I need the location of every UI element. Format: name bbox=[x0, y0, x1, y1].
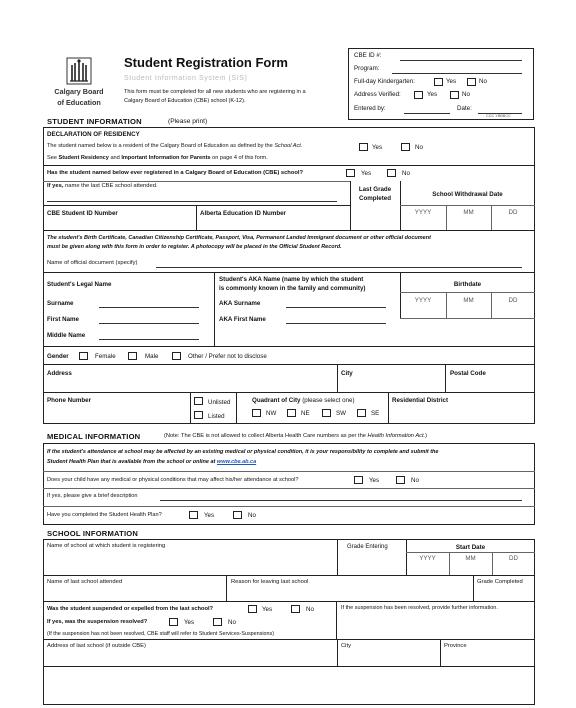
medical-heading-note: (Note: The CBE is not allowed to collect Alberta Health Care numbers as per the Health Information Act.) bbox=[164, 433, 428, 439]
prev-registered-no-label: No bbox=[402, 170, 410, 177]
birthdate-yyyy-label: YYYY bbox=[414, 297, 432, 304]
residency-no-label: No bbox=[415, 144, 423, 151]
suspended-yes-checkbox[interactable] bbox=[248, 605, 257, 613]
medical-condition-no-label: No bbox=[411, 477, 419, 484]
org-name-line1: Calgary Board bbox=[54, 87, 104, 96]
birthdate-label: Birthdate bbox=[453, 281, 482, 288]
residency-see-text: See Student Residency and Important Information for Parents on page 4 of this form. bbox=[47, 155, 268, 161]
resolved-yes-checkbox[interactable] bbox=[169, 618, 178, 626]
cbe-logo-icon bbox=[52, 57, 106, 87]
residency-yes-label: Yes bbox=[372, 144, 383, 151]
aka-first-name-label: AKA First Name bbox=[219, 316, 266, 323]
middle-name-field[interactable] bbox=[99, 339, 199, 340]
quadrant-se-checkbox[interactable] bbox=[357, 409, 366, 417]
gender-other-label: Other / Prefer not to disclose bbox=[188, 353, 267, 360]
kindergarten-yes-label: Yes bbox=[446, 78, 457, 85]
suspended-no-checkbox[interactable] bbox=[291, 605, 300, 613]
cbe-logo bbox=[52, 57, 106, 109]
kindergarten-no-label: No bbox=[479, 78, 487, 85]
last-school-address-label: Address of last school (if outside CBE) bbox=[47, 643, 146, 649]
phone-label: Phone Number bbox=[47, 397, 92, 404]
cbe-website-link[interactable]: www.cbe.ab.ca bbox=[216, 459, 257, 465]
aka-name-label-2: is commonly known in the family and community) bbox=[219, 285, 366, 292]
quadrant-ne-label: NE bbox=[301, 410, 310, 417]
medical-description-label: If yes, please give a brief description bbox=[47, 493, 138, 499]
start-date-label: Start Date bbox=[455, 544, 486, 551]
resolved-no-label: No bbox=[228, 619, 236, 626]
phone-listed-label: Listed bbox=[208, 413, 225, 420]
reason-leaving-label: Reason for leaving last school bbox=[231, 579, 309, 585]
resolved-yes-label: Yes bbox=[184, 619, 195, 626]
health-plan-yes-checkbox[interactable] bbox=[189, 511, 198, 519]
form-note-1: This form must be completed for all new students who are registering in a bbox=[124, 89, 306, 95]
suspended-yes-label: Yes bbox=[262, 606, 273, 613]
birth-cert-note-1: The student's Birth Certificate, Canadian Citizenship Certificate, Passport, Visa, Permanent Landed Immigrant document or other official document bbox=[47, 235, 431, 241]
medical-warning-2: Student Health Plan that is available from the school or online at www.cbe.ab.ca bbox=[47, 459, 257, 465]
health-plan-no-checkbox[interactable] bbox=[233, 511, 242, 519]
quadrant-sw-label: SW bbox=[336, 410, 346, 417]
aka-first-name-field[interactable] bbox=[286, 323, 386, 324]
quadrant-ne-checkbox[interactable] bbox=[287, 409, 296, 417]
address-verified-no-checkbox[interactable] bbox=[450, 91, 459, 99]
birth-cert-note-2: must be given along with this form in order to register. A photocopy will be placed in the Official Student Record. bbox=[47, 244, 342, 250]
date-label: Date: bbox=[457, 105, 472, 112]
residential-district-label: Residential District bbox=[392, 397, 449, 404]
student-info-note: (Please print) bbox=[168, 118, 208, 125]
form-subtitle: Student Information System (SIS) bbox=[124, 75, 248, 82]
gender-female-checkbox[interactable] bbox=[79, 352, 88, 360]
surname-label: Surname bbox=[47, 300, 74, 307]
medical-warning-1: If the student's attendance at school may be affected by an existing medical or physical condition, it is your responsibility to complete and submit the bbox=[47, 449, 439, 455]
address-verified-no-label: No bbox=[462, 91, 470, 98]
last-grade-label-1: Last Grade bbox=[358, 186, 392, 193]
first-name-field[interactable] bbox=[99, 323, 199, 324]
prev-registered-no-checkbox[interactable] bbox=[387, 169, 396, 177]
program-label: Program: bbox=[354, 65, 380, 72]
entered-by-field[interactable] bbox=[404, 113, 450, 114]
cbe-id-field[interactable] bbox=[400, 60, 522, 61]
kindergarten-label: Full-day Kindergarten: bbox=[354, 78, 415, 85]
residency-no-checkbox[interactable] bbox=[401, 143, 410, 151]
start-yyyy-label: YYYY bbox=[419, 555, 436, 562]
medical-condition-question: Does your child have any medical or physical conditions that may affect his/her attendance at school? bbox=[47, 477, 299, 483]
address-verified-label: Address Verified: bbox=[354, 91, 401, 98]
aka-name-label-1: Student's AKA Name (name by which the student bbox=[219, 276, 364, 283]
quadrant-se-label: SE bbox=[371, 410, 380, 417]
middle-name-label: Middle Name bbox=[47, 332, 86, 339]
quadrant-nw-label: NW bbox=[266, 410, 277, 417]
birthdate-mm-label: MM bbox=[463, 297, 474, 304]
health-plan-question: Have you completed the Student Health Plan? bbox=[47, 512, 162, 518]
not-resolved-note: (If the suspension has not been resolved, CBE staff will refer to Student Services-Suspensions) bbox=[47, 631, 275, 637]
phone-unlisted-checkbox[interactable] bbox=[194, 397, 203, 405]
last-cbe-school-field[interactable] bbox=[47, 201, 337, 202]
phone-unlisted-label: Unlisted bbox=[208, 399, 231, 406]
birthdate-dd-label: DD bbox=[508, 297, 518, 304]
surname-field[interactable] bbox=[99, 307, 199, 308]
quadrant-sw-checkbox[interactable] bbox=[322, 409, 331, 417]
aka-surname-label: AKA Surname bbox=[219, 300, 261, 307]
alberta-ed-id-label: Alberta Education ID Number bbox=[200, 210, 286, 217]
gender-other-checkbox[interactable] bbox=[172, 352, 181, 360]
gender-label: Gender bbox=[47, 353, 69, 360]
residency-yes-checkbox[interactable] bbox=[359, 143, 368, 151]
suspension-resolved-info-label: If the suspension has been resolved, provide further information. bbox=[341, 605, 498, 611]
withdrawal-date-label: School Withdrawal Date bbox=[432, 191, 503, 198]
medical-condition-yes-label: Yes bbox=[369, 477, 380, 484]
start-mm-label: MM bbox=[465, 555, 476, 562]
address-verified-yes-label: Yes bbox=[427, 91, 438, 98]
org-name-line2: of Education bbox=[57, 98, 101, 107]
medical-condition-no-checkbox[interactable] bbox=[396, 476, 405, 484]
address-label: Address bbox=[47, 370, 72, 377]
cbe-id-label: CBE ID #: bbox=[354, 52, 382, 59]
quadrant-label: Quadrant of City (please select one) bbox=[252, 397, 355, 404]
gender-female-label: Female bbox=[95, 353, 116, 360]
medical-condition-yes-checkbox[interactable] bbox=[354, 476, 363, 484]
legal-name-label: Student's Legal Name bbox=[47, 281, 112, 288]
last-school-province-label: Province bbox=[444, 643, 467, 649]
registering-school-label: Name of school at which student is registering bbox=[47, 543, 166, 549]
withdrawal-yyyy-label: YYYY bbox=[414, 209, 432, 216]
postal-code-label: Postal Code bbox=[450, 370, 486, 377]
school-info-heading: SCHOOL INFORMATION bbox=[47, 529, 139, 538]
last-grade-label-2: Completed bbox=[359, 195, 391, 202]
city-label: City bbox=[341, 370, 353, 377]
gender-male-label: Male bbox=[145, 353, 159, 360]
last-school-label: Name of last school attended bbox=[47, 579, 123, 585]
official-doc-field[interactable] bbox=[156, 267, 522, 268]
suspended-no-label: No bbox=[306, 606, 314, 613]
address-verified-yes-checkbox[interactable] bbox=[414, 91, 423, 99]
medical-description-field[interactable] bbox=[160, 500, 522, 501]
quadrant-nw-checkbox[interactable] bbox=[252, 409, 261, 417]
last-school-city-label: City bbox=[341, 643, 351, 649]
health-plan-yes-label: Yes bbox=[204, 512, 215, 519]
cbe-student-id-label: CBE Student ID Number bbox=[47, 210, 118, 217]
resolved-no-checkbox[interactable] bbox=[213, 618, 222, 626]
prev-registered-question: Has the student named below ever registered in a Calgary Board of Education (CBE) school? bbox=[47, 170, 304, 176]
withdrawal-dd-label: DD bbox=[508, 209, 518, 216]
last-cbe-school-label: If yes, name the last CBE school attended. bbox=[47, 183, 158, 189]
phone-listed-checkbox[interactable] bbox=[194, 411, 203, 419]
program-field[interactable] bbox=[392, 73, 522, 74]
aka-surname-field[interactable] bbox=[286, 307, 386, 308]
kindergarten-yes-checkbox[interactable] bbox=[434, 78, 443, 86]
start-dd-label: DD bbox=[509, 555, 518, 562]
official-doc-label: Name of official document (specify) bbox=[47, 260, 138, 266]
suspended-question: Was the student suspended or expelled from the last school? bbox=[47, 606, 214, 612]
office-code: CCC YBBBCC bbox=[486, 114, 511, 118]
residency-title: DECLARATION OF RESIDENCY bbox=[47, 131, 140, 138]
prev-registered-yes-label: Yes bbox=[361, 170, 372, 177]
form-title: Student Registration Form bbox=[124, 55, 288, 70]
residency-text: The student named below is a resident of the Calgary Board of Education as defined by the School Act. bbox=[47, 143, 303, 149]
grade-entering-label: Grade Entering bbox=[347, 544, 388, 550]
health-plan-no-label: No bbox=[248, 512, 256, 519]
entered-by-label: Entered by: bbox=[354, 105, 386, 112]
suspension-resolved-question: If yes, was the suspension resolved? bbox=[47, 619, 148, 625]
prev-registered-yes-checkbox[interactable] bbox=[346, 169, 355, 177]
grade-completed-label: Grade Completed bbox=[477, 579, 523, 585]
form-note-2: Calgary Board of Education (CBE) school (K-12). bbox=[124, 98, 246, 104]
kindergarten-no-checkbox[interactable] bbox=[467, 78, 476, 86]
medical-heading: MEDICAL INFORMATION bbox=[47, 432, 141, 441]
withdrawal-mm-label: MM bbox=[463, 209, 474, 216]
gender-male-checkbox[interactable] bbox=[128, 352, 137, 360]
first-name-label: First Name bbox=[47, 316, 79, 323]
student-info-heading: STUDENT INFORMATION bbox=[47, 117, 142, 126]
